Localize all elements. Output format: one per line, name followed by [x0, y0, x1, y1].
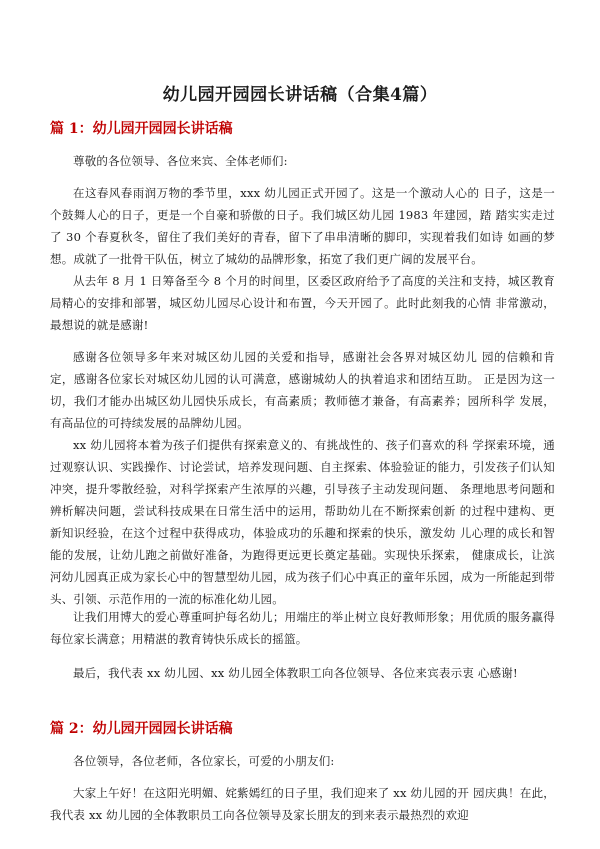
section-1-closing: 最后，我代表 xx 幼儿园、xx 幼儿园全体教职工向各位领导、各位来宾表示衷 心感谢!: [73, 666, 518, 680]
section-1-paragraph-2: 从去年 8 月 1 日筹备至今 8 个月的时间里，区委区政府给予了高度的关注和支持，城区教育局精心的安排和部署，城区幼儿园尽心设计和布置，今天开园了。此时此刻我的心情 非常激动，最想说的就是感谢!: [50, 274, 555, 332]
document-title: 幼儿园开园园长讲话稿（合集4篇）: [162, 85, 438, 105]
section-2-heading: 篇 2：幼儿园开园园长讲话稿: [50, 721, 233, 737]
section-1-greeting: 尊敬的各位领导、各位来宾、全体老师们:: [73, 154, 288, 168]
section-2-paragraph-1: 大家上午好！在这阳光明媚、姹紫嫣红的日子里，我们迎来了 xx 幼儿园的开 园庆典！在此，我代表 xx 幼儿园的全体教职员工向各位领导及家长朋友的到来表示最热烈的欢迎: [50, 786, 555, 822]
section-1-heading: 篇 1：幼儿园开园园长讲话稿: [50, 121, 233, 137]
section-1-paragraph-1: 在这春风春雨润万物的季节里，xxx 幼儿园正式开园了。这是一个激动人心的 日子，这是一个鼓舞人心的日子，更是一个自豪和骄傲的日子。我们城区幼儿园 1983 年建园，踏 踏实实走过了 30 个春夏秋冬，留住了我们美好的青春，留下了串串清晰的脚印，实现着我们如诗 如画的梦想。成就了一批骨干队伍，树立了城幼的品牌形象，拓宽了我们更广阔的发展平台。: [50, 186, 555, 266]
section-1-paragraph-4: xx 幼儿园将本着为孩子们提供有探索意义的、有挑战性的、孩子们喜欢的科 学探索环境，通过观察认识、实践操作、讨论尝试，培养发现问题、自主探索、体验验证的能力，引发孩子们认知冲突，提升零散经验，对科学探索产生浓厚的兴趣，引导孩子主动发现问题、 条理地思考问题和辨析解决问题，尝试科技成果在日常生活中的运用，帮助幼儿在不断探索创新 的过程中建构、更新知识经验，在这个过程中获得成功，体验成功的乐趣和探索的快乐，激发幼 儿心理的成长和智能的发展，让幼儿跑之前做好准备，为跑得更远更长奠定基础。实现快乐探索， 健康成长，让滨河幼儿园真正成为家长心中的智慧型幼儿园，成为孩子们心中真正的童年乐园，成为一所能起到带头、引领、示范作用的一流的标准化幼儿园。: [50, 438, 555, 606]
section-1-paragraph-3: 感谢各位领导多年来对城区幼儿园的关爱和指导，感谢社会各界对城区幼儿 园的信赖和肯定，感谢各位家长对城区幼儿园的认可满意，感谢城幼人的执着追求和团结互助。 正是因为这一切，我们才能办出城区幼儿园快乐成长，有高素质；教师德才兼备，有高素养；园所科学 发展，有高品位的可持续发展的品牌幼儿园。: [50, 350, 555, 430]
section-1-paragraph-5: 让我们用博大的爱心尊重呵护每名幼儿；用端庄的举止树立良好教师形象；用优质的服务赢得每位家长满意；用精湛的教育铸快乐成长的摇篮。: [50, 610, 555, 646]
section-2-greeting: 各位领导，各位老师，各位家长，可爱的小朋友们:: [73, 754, 335, 768]
